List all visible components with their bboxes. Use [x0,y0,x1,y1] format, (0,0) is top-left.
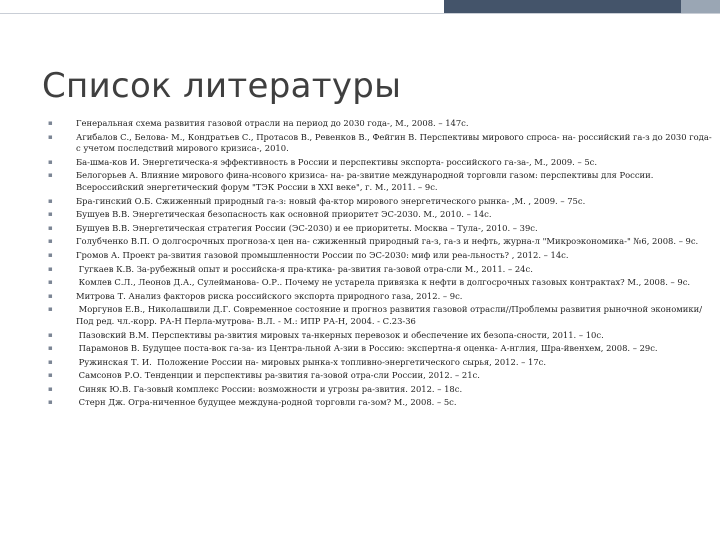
reference-text: Агибалов С., Белова- М., Кондратьев С., Протасов В., Ревенков В., Фейгин В. Перспективы мирового спроса- на- российский га-з до 2030 года- с учетом последствий мирового кризиса-, 2010. [76,131,715,154]
bullet-icon: ▪ [48,384,53,393]
reference-text: Ба-шма-ков И. Энергетическа-я эффективность в России и перспективы экспорта- российского га-за-, М., 2009. – 5с. [76,156,598,167]
reference-text: Гугкаев К.В. За-рубежный опыт и российска-я пра-ктика- ра-звития га-зовой отра-сли М., 2011. – 24с. [76,263,533,274]
reference-item [48,304,716,327]
bullet-icon: ▪ [48,196,53,205]
reference-list [48,118,716,411]
bullet-icon: ▪ [48,223,53,232]
reference-text: Митрова Т. Анализ факторов риска российского экспорта природного газа, 2012. – 9с. [76,290,463,301]
reference-item [48,132,716,155]
reference-text: Ружинская Т. И. Положение России на- мировых рынка-х топливно-энергетического сырья, 2012. – 17с. [76,356,546,367]
reference-text: Бра-гинский О.Б. Сжиженный природный га-з: новый фа-ктор мирового энергетического рынка- ,М. , 2009. – 75с. [76,195,586,206]
reference-item [48,370,716,382]
reference-text: Громов А. Проект ра-звития газовой промышленности России по ЭС-2030: миф или реа-льность? , 2012. – 14с. [76,249,569,260]
reference-item [48,170,716,193]
bullet-icon: ▪ [48,305,53,314]
reference-item [48,250,716,262]
reference-text: Моргунов Е.В., Николашвили Д.Г. Современное состояние и прогноз развития газовой отрасли//Проблемы развития рыночной экономики/Под ред. чл.-корр. РА-Н Перла-мутрова- В.Л. - М.: ИПР РА-Н, 2004. - С.23-36 [76,304,703,326]
reference-item [48,397,716,409]
accent-bar-dark-segment [444,0,681,13]
bullet-icon: ▪ [48,371,53,380]
reference-text: Самсонов Р.О. Тенденции и перспективы ра-звития га-зовой отра-сли России, 2012. – 21с. [76,370,480,381]
reference-text: Синяк Ю.В. Га-зовый комплекс России: возможности и угрозы ра-звития. 2012. – 18с. [76,383,463,394]
reference-item [48,330,716,342]
header-divider [0,13,720,14]
bullet-icon: ▪ [48,250,53,259]
bullet-icon: ▪ [48,291,53,300]
reference-item [48,264,716,276]
reference-item [48,357,716,369]
reference-text: Бушуев В.В. Энергетическая стратегия России (ЭС-2030) и ее приоритеты. Москва – Тула-, 2010. – 39с. [76,222,538,233]
reference-text: Пазовский В.М. Перспективы ра-звития мировых та-нкерных перевозок и обеспечение их безопа-сности, 2011. – 10с. [76,329,604,340]
reference-item [48,157,716,169]
bullet-icon: ▪ [48,119,53,127]
reference-item [48,291,716,303]
bullet-icon: ▪ [48,237,53,246]
reference-item [48,118,716,130]
reference-item [48,343,716,355]
reference-item [48,277,716,289]
bullet-icon: ▪ [48,398,53,407]
accent-bar-light-segment [681,0,720,13]
reference-item [48,196,716,208]
bullet-icon: ▪ [48,210,53,219]
bullet-icon: ▪ [48,278,53,287]
reference-text: Стерн Дж. Огра-ниченное будущее междуна-родной торговли га-зом? М., 2008. – 5с. [76,397,457,408]
top-accent-bar [0,0,720,13]
reference-item [48,223,716,235]
bullet-icon: ▪ [48,132,53,141]
bullet-icon: ▪ [48,344,53,353]
reference-text: Генеральная схема развития газовой отрасли на период до 2030 года-, М., 2008. – 147с. [76,118,469,128]
reference-text: Бушуев В.В. Энергетическая безопасность как основной приоритет ЭС-2030. М., 2010. – 14с. [76,209,492,220]
reference-item [48,384,716,396]
bullet-icon: ▪ [48,171,53,180]
bullet-icon: ▪ [48,264,53,273]
reference-text: Голубченко В.П. О долгосрочных прогноза-х цен на- сжиженный природный га-з, га-з и нефть, журна-л "Микроэкономика-" №6, 2008. – 9с. [76,236,699,247]
bullet-icon: ▪ [48,330,53,339]
reference-item [48,236,716,248]
reference-text: Комлев С.Л., Леонов Д.А., Сулейманова- О.Р.. Почему не устарела привязка к нефти в долгосрочных газовых контрактах? М., 2008. – 9с. [76,277,691,288]
slide-title: Список литературы [42,66,402,106]
reference-item [48,209,716,221]
bullet-icon: ▪ [48,357,53,366]
bullet-icon: ▪ [48,157,53,166]
reference-text: Белогорьев А. Влияние мирового фина-нсового кризиса- на- ра-звитие международной торговли газом: перспективы для России. Всероссийский энергетический форум "ТЭК России в XXI веке", г. М., 2011. – 9с. [76,170,657,192]
reference-text: Парамонов В. Будущее поста-вок га-за- из Центра-льной А-зии в Россию: экспертна-я оценка- А-нглия, Шра-йвенхем, 2008. – 29с. [76,343,658,354]
